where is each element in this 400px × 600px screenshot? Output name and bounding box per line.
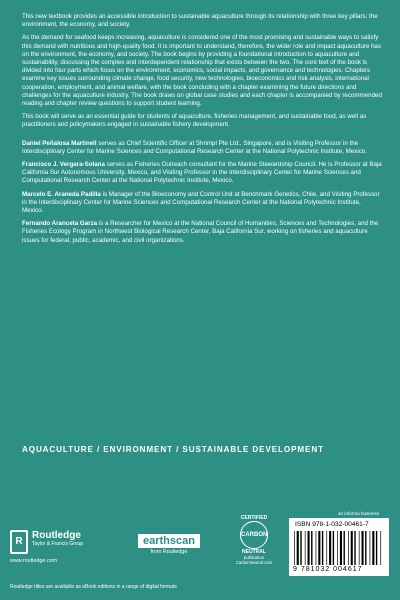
barcode-digits: 9 781032 004617 xyxy=(293,566,363,573)
intro-paragraph-2: As the demand for seafood keeps increasing, aquaculture is considered one of the most promising and sustainable ways to satisfy this demand with nutritious and high-quality food. It is important to understand, therefore, the wider role and impact aquaculture has on the environment, the economy, and society. The book begins by providing a foundational introduction to aquaculture and sustainability, discussing the complex and interdependent relationship that exists between the two. The core text of the book is divided into four parts which focus on the environment, economics, social impacts, and governance and technologies. Chapters examine key issues surrounding climate change, food security, new technologies, bioeconomics and risk analysis, international cooperation, employment, and animal welfare, with the book concluding with a chapter examining the future directions and challenges for the aquaculture industry. The book draws on global case studies and each chapter is accompanied by recommended reading and chapter review questions to support student learning. xyxy=(22,34,382,108)
author-name: Marcelo E. Araneda Padilla xyxy=(22,190,101,198)
routledge-mark-icon: R xyxy=(10,530,28,554)
author-bio-text: is a Researcher for Mexico at the National Council of Humanities, Sciences and Technologies, and the Fisheries Ecology Program in Northwest Biological Research Center, Baja California Sur, working on fisheries and aquaculture issues for federal, public, academic, and civil organizations. xyxy=(22,220,379,244)
publisher-name: Routledge xyxy=(32,530,81,541)
publisher-url: www.routledge.com xyxy=(10,558,58,564)
author-name: Daniel Peñalosa Martinell xyxy=(22,139,97,147)
isbn-number: ISBN 978-1-032-00461-7 xyxy=(295,521,369,528)
author-bio xyxy=(22,220,382,245)
carbon-neutral-label: NEUTRAL xyxy=(242,549,266,555)
intro-paragraph-1: This new textbook provides an accessible introduction to sustainable aquaculture through its relationship with three key pillars: the environment, the economy, and society. xyxy=(22,13,378,29)
carbon-neutral-logo xyxy=(227,515,281,565)
imprint-from: from Routledge xyxy=(150,549,188,555)
author-bio xyxy=(22,140,382,156)
ebook-availability-note: Routledge titles are available as eBook editions in a range of digital formats xyxy=(10,584,177,590)
carbon-publication-label: publication xyxy=(243,555,265,560)
back-cover-text xyxy=(22,13,382,250)
intro-paragraph-3: This book will serve as an essential guide for students of aquaculture, fisheries management, and sustainable food, as well as practitioners and policymakers engaged in sustainable fishery development. xyxy=(22,113,367,129)
isbn-barcode xyxy=(289,518,389,576)
publisher-group: Taylor & Francis Group xyxy=(32,541,84,547)
imprint-name: earthscan xyxy=(138,534,200,548)
informa-label: an informa business xyxy=(338,511,380,516)
carbon-badge-text: CARBON xyxy=(241,532,268,538)
author-bio-text: serves as Fisheries Outreach consultant for the Marine Stewardship Council. He is Professor at Baja California Sur Autonomous University, Mexico, and Visiting Professor in the Interdisciplinary Center for Marine Sciences and Computational Research Center at the National Polytechnic Institute, Mexico. xyxy=(22,161,382,185)
carbon-badge-icon xyxy=(240,521,268,549)
earthscan-logo xyxy=(138,534,200,555)
carbon-certified-label: CERTIFIED xyxy=(240,515,268,521)
author-name: Fernando Aranceta Garza xyxy=(22,220,98,228)
author-bio-text: is Manager of the Bioeconomy and Control Unit at Benchmark Genetics, Chile, and Visiting Professor in the Interdisciplinary Center for Marine Sciences and Computational Research Center at the National Polytechnic Institute, Mexico. xyxy=(22,190,380,215)
author-bio xyxy=(22,161,382,186)
carbon-site-label: CarbonNeutral.com xyxy=(235,560,273,565)
barcode-icon xyxy=(293,531,385,565)
author-name: Francisco J. Vergara-Solana xyxy=(22,161,105,169)
author-bio xyxy=(22,191,382,216)
subject-categories: AQUACULTURE / ENVIRONMENT / SUSTAINABLE DEVELOPMENT xyxy=(22,445,324,454)
author-bio-text: serves as Chief Scientific Officer at Shrimpl Pte Ltd., Singapore, and is Visiting Professor in the Interdisciplinary Center for Marine Sciences and Computational Research Center at the National Polytechnic Institute, Mexico. xyxy=(22,139,367,155)
